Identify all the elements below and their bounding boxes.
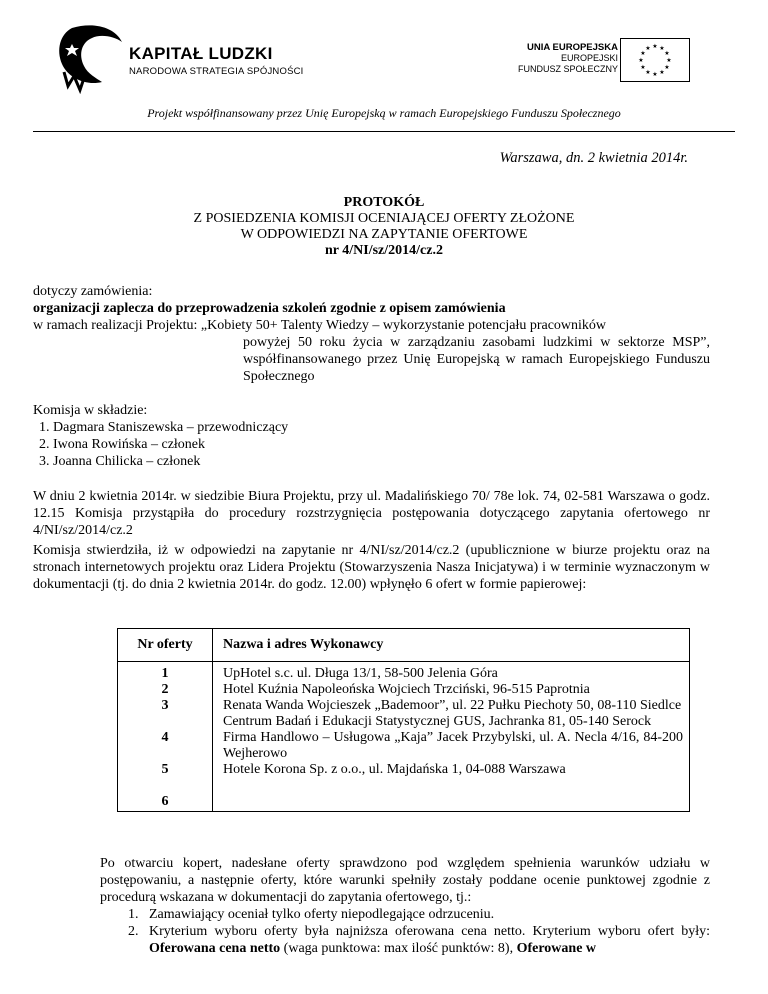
- spacer: [119, 714, 211, 730]
- rule-item: [100, 923, 710, 957]
- rule-number: 1.: [128, 907, 139, 922]
- table-header-row: [118, 629, 690, 662]
- offer-numbers-cell: [118, 662, 213, 812]
- offer-number: 6: [161, 794, 169, 809]
- eu-logo-text: [518, 42, 618, 75]
- document-date: Warszawa, dn. 2 kwietnia 2014r.: [499, 150, 688, 166]
- offer-entry: UpHotel s.c. ul. Długa 13/1, 58-500 Jelenia Góra: [223, 666, 498, 681]
- title-line-4: nr 4/NI/sz/2014/cz.2: [325, 243, 443, 258]
- rule-text: Zamawiający oceniał tylko oferty niepodlegające odrzuceniu.: [149, 907, 495, 922]
- rule-item: [100, 906, 710, 923]
- svg-text:★: ★: [640, 50, 646, 57]
- eu-line-1: UNIA EUROPEJSKA: [527, 42, 618, 53]
- committee-block: [33, 402, 710, 470]
- svg-text:★: ★: [659, 45, 665, 52]
- col-header-name: Nazwa i adres Wykonawcy: [213, 629, 690, 662]
- document-title-block: [0, 195, 768, 259]
- project-cofinancing-line: Projekt współfinansowany przez Unię Europejską w ramach Europejskiego Funduszu Społecznego: [147, 106, 621, 120]
- spacer: [119, 746, 211, 762]
- closing-block: [100, 855, 710, 957]
- offers-table: [117, 628, 690, 812]
- order-subject: organizacji zaplecza do przeprowadzenia szkoleń zgodnie z opisem zamówienia: [33, 301, 506, 316]
- title-line-2: Z POSIEDZENIA KOMISJI OCENIAJĄCEJ OFERTY ZŁOŻONE: [193, 211, 575, 226]
- svg-text:★: ★: [652, 71, 658, 78]
- eu-flag-icon: [620, 38, 690, 82]
- svg-text:★: ★: [664, 64, 670, 71]
- offer-number: 3: [161, 698, 169, 713]
- svg-text:★: ★: [659, 69, 665, 76]
- col-header-nr: Nr oferty: [118, 629, 213, 662]
- offer-entry: Renata Wanda Wojcieszek „Bademoor”, ul. 22 Pułku Piechoty 50, 08-110 Siedlce: [223, 698, 682, 713]
- offer-number: 1: [161, 666, 169, 681]
- order-block: [33, 283, 710, 334]
- offer-number: 5: [161, 762, 169, 777]
- order-project-detail: powyżej 50 roku życia w zarządzaniu zasobami ludzkimi w sektorze MSP”, współfinansowanego przez Unię Europejską w ramach Europejskiego Funduszu Społecznego: [243, 335, 710, 384]
- svg-text:★: ★: [638, 57, 644, 64]
- offer-entry: Hotel Kuźnia Napoleońska Wojciech Trzciński, 96-515 Paprotnia: [223, 682, 590, 697]
- logo-subtitle: NARODOWA STRATEGIA SPÓJNOŚCI: [129, 66, 304, 77]
- svg-text:★: ★: [664, 50, 670, 57]
- table-row: [118, 662, 690, 812]
- committee-member: 1. Dagmara Staniszewska – przewodniczący: [53, 419, 710, 436]
- offer-entry: Hotele Korona Sp. z o.o., ul. Majdańska 1, 04-088 Warszawa: [223, 762, 566, 777]
- committee-member: 3. Joanna Chilicka – członek: [53, 453, 710, 470]
- svg-text:★: ★: [652, 43, 658, 50]
- logo-title: KAPITAŁ LUDZKI: [129, 44, 273, 63]
- offer-entry: Firma Handlowo – Usługowa „Kaja” Jacek Przybylski, ul. A. Necla 4/16, 84-200 Wejherowo: [223, 730, 683, 761]
- closing-text: Po otwarciu kopert, nadesłane oferty sprawdzono pod względem spełnienia warunków udziału w postępowaniu, a następnie oferty, które warunki spełniły zostały poddane ocenie punktowej zgodnie z procedurą wskazana w dokumentacji do zapytania ofertowego, tj.:: [100, 856, 710, 905]
- eu-line-2: EUROPEJSKI: [560, 53, 618, 63]
- rule-criterion: Oferowane w: [516, 941, 597, 956]
- rule-text: Kryterium wyboru oferty była najniższa oferowana cena netto. Kryterium wyboru ofert były:: [149, 924, 710, 939]
- offer-names-cell: [213, 662, 690, 812]
- offer-number: 2: [161, 682, 169, 697]
- offer-entry: Centrum Badań i Edukacji Statystycznej GUS, Jachranka 81, 05-140 Serock: [223, 714, 652, 729]
- order-project-label: w ramach realizacji Projektu: „Kobiety 50+ Talenty Wiedzy – wykorzystanie potencjału pracowników: [33, 318, 607, 333]
- paragraph-offers-received: Komisja stwierdziła, iż w odpowiedzi na zapytanie nr 4/NI/sz/2014/cz.2 (upublicznione w biurze projektu oraz na stronach internetowych projektu oraz Lidera Projektu (Stowarzyszenia Nasza Inicjatywa) i w terminie wyznaczonym w dokumentacji (tj. do dnia 2 kwietnia 2014r. do godz. 12.00) wpłynęło 6 ofert w formie papierowej:: [33, 543, 710, 592]
- rule-text: (waga punktowa: max ilość punktów: 8),: [280, 941, 517, 956]
- evaluation-rules-list: [100, 906, 710, 957]
- eu-line-3: FUNDUSZ SPOŁECZNY: [517, 64, 618, 74]
- kapital-ludzki-logo-icon: [52, 20, 132, 94]
- committee-member: 2. Iwona Rowińska – członek: [53, 436, 710, 453]
- header-divider: [33, 131, 735, 132]
- spacer: [119, 778, 211, 794]
- rule-criterion: Oferowana cena netto: [149, 941, 281, 956]
- committee-members-list: [33, 419, 710, 470]
- order-intro: dotyczy zamówienia:: [33, 284, 153, 299]
- title-line-3: W ODPOWIEDZI NA ZAPYTANIE OFERTOWE: [240, 227, 528, 242]
- paragraph-procedure: W dniu 2 kwietnia 2014r. w siedzibie Biura Projektu, przy ul. Madalińskiego 70/ 78e lok. 74, 02-581 Warszawa o godz. 12.15 Komisja przystąpiła do procedury rozstrzygnięcia postępowania dotyczącego zapytania ofertowego nr 4/NI/sz/2014/cz.2: [33, 489, 710, 538]
- title-line-1: PROTOKÓŁ: [343, 195, 425, 210]
- svg-text:★: ★: [645, 69, 651, 76]
- svg-text:★: ★: [666, 57, 672, 64]
- svg-text:★: ★: [645, 45, 651, 52]
- svg-text:★: ★: [640, 64, 646, 71]
- offer-number: 4: [161, 730, 169, 745]
- committee-heading: Komisja w składzie:: [33, 403, 148, 418]
- rule-number: 2.: [128, 924, 139, 939]
